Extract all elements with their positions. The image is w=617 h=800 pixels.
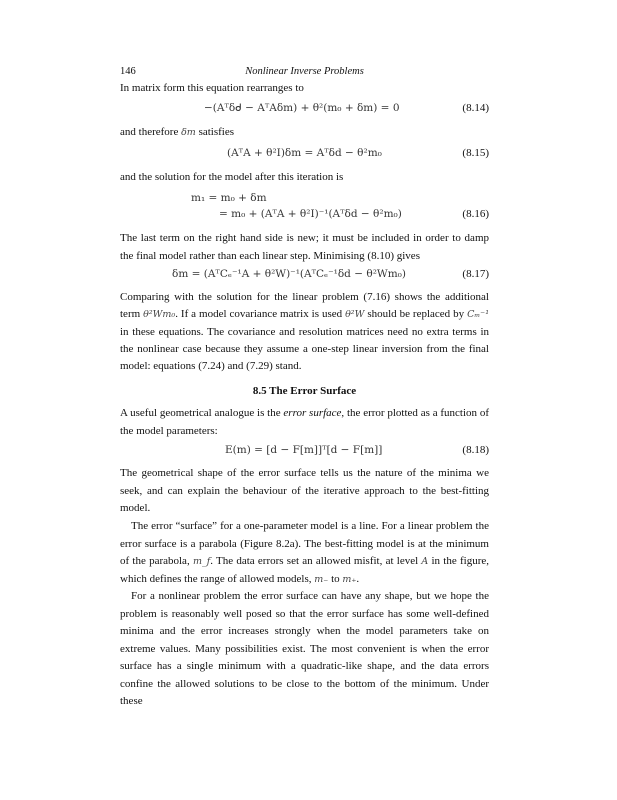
text-run: , the error plotted as a function of the model parameters: <box>120 407 489 437</box>
equation-number: (8.15) <box>462 147 489 159</box>
paragraph-nonlinear-problem: For a nonlinear problem the error surface can have any shape, but we hope the problem is reasonably well posed so that the error surface has some well-defined minima and the error increases strongly when the model parameters take on extreme values. Many possibilities exist. The most convenient is when the error surface has a single minimum with a quadratic-like shape, and the data errors confine the allowed solutions to be close to the bottom of the minimum. Under these <box>120 590 489 707</box>
inline-math: θ²W <box>345 309 365 321</box>
equation-expression: E(m) = [d − F[m]]ᵀ[d − F[m]] <box>225 444 383 456</box>
text-run: in the figure, which defines the range of allowed models, <box>120 555 489 585</box>
page-number: 146 <box>120 66 136 77</box>
equation-8-16-line2 <box>120 208 489 226</box>
equation-expression: (AᵀA + θ²I)δm = Aᵀδd − θ²m₀ <box>227 147 382 159</box>
text-run: A useful geometrical analogue is the <box>120 407 284 419</box>
equation-number: (8.18) <box>462 444 489 456</box>
text-run: The error “surface” for a one-parameter model is a line. For a linear problem the error surface is a parabola (Figure 8.2a). The best-fitting model is at the minimum of the parabola, <box>120 520 489 567</box>
equation-number: (8.17) <box>462 268 489 280</box>
paragraph-last-term: The last term on the right hand side is new; it must be included in order to damp the final model rather than each linear step. Minimising (8.10) gives <box>120 232 489 262</box>
equation-number: (8.14) <box>462 102 489 114</box>
paragraph-intro: In matrix form this equation rearranges to <box>120 82 304 94</box>
emphasis: error surface <box>283 407 342 419</box>
equation-expression: −(Aᵀδᑯ − AᵀAδm) + θ²(m₀ + δm) = 0 <box>204 102 400 114</box>
equation-8-15 <box>120 147 489 165</box>
equation-expression: δm = (AᵀCₑ⁻¹A + θ²W)⁻¹(AᵀCₑ⁻¹δd − θ²Wm₀) <box>172 268 406 280</box>
equation-8-18 <box>120 444 489 462</box>
paragraph-error-surface <box>120 405 489 440</box>
equation-number: (8.16) <box>462 208 489 220</box>
equation-8-14 <box>120 102 489 120</box>
text-run: . <box>356 572 360 585</box>
inline-math: A <box>421 556 429 567</box>
inline-math: m₋ <box>314 573 329 585</box>
text-run: . If a model covariance matrix is used <box>175 308 346 321</box>
section-heading: 8.5 The Error Surface <box>252 385 357 397</box>
text-run: in these equations. The covariance and resolution matrices need no extra terms in the nonlinear case because they assume a one-step linear inversion from the final model: equations (7.24) and (7.29) stand. <box>120 325 489 373</box>
text-run: Comparing with the solution for the linear problem (7.16) shows the additional term <box>120 291 489 321</box>
running-title: Nonlinear Inverse Problems <box>245 66 364 77</box>
paragraph-comparing <box>120 289 489 375</box>
text-run: satisfies <box>195 126 235 138</box>
text-run: to <box>328 572 343 585</box>
inline-math: θ²Wm₀ <box>143 309 176 321</box>
text-run: . The data errors set an allowed misfit, at level <box>210 555 422 567</box>
text-run: should be replaced by <box>364 308 468 321</box>
paragraph-one-parameter <box>120 518 489 588</box>
paragraph-geometrical-shape: The geometrical shape of the error surface tells us the nature of the minima we seek, and can explain the behaviour of the iterative approach to the best-fitting model. <box>120 467 489 514</box>
inline-math: δm <box>181 127 196 138</box>
inline-math: Cₘ⁻¹ <box>467 309 489 321</box>
equation-expression: = m₀ + (AᵀA + θ²I)⁻¹(Aᵀδd − θ²m₀) <box>219 208 402 220</box>
paragraph-therefore <box>120 124 489 142</box>
inline-math: m_f <box>192 556 211 567</box>
equation-8-17 <box>120 268 489 286</box>
equation-expression: m₁ = m₀ + δm <box>191 192 267 204</box>
text-run: and therefore <box>120 126 182 138</box>
inline-math: m₊ <box>342 573 357 585</box>
paragraph-solution: and the solution for the model after this iteration is <box>120 171 344 183</box>
